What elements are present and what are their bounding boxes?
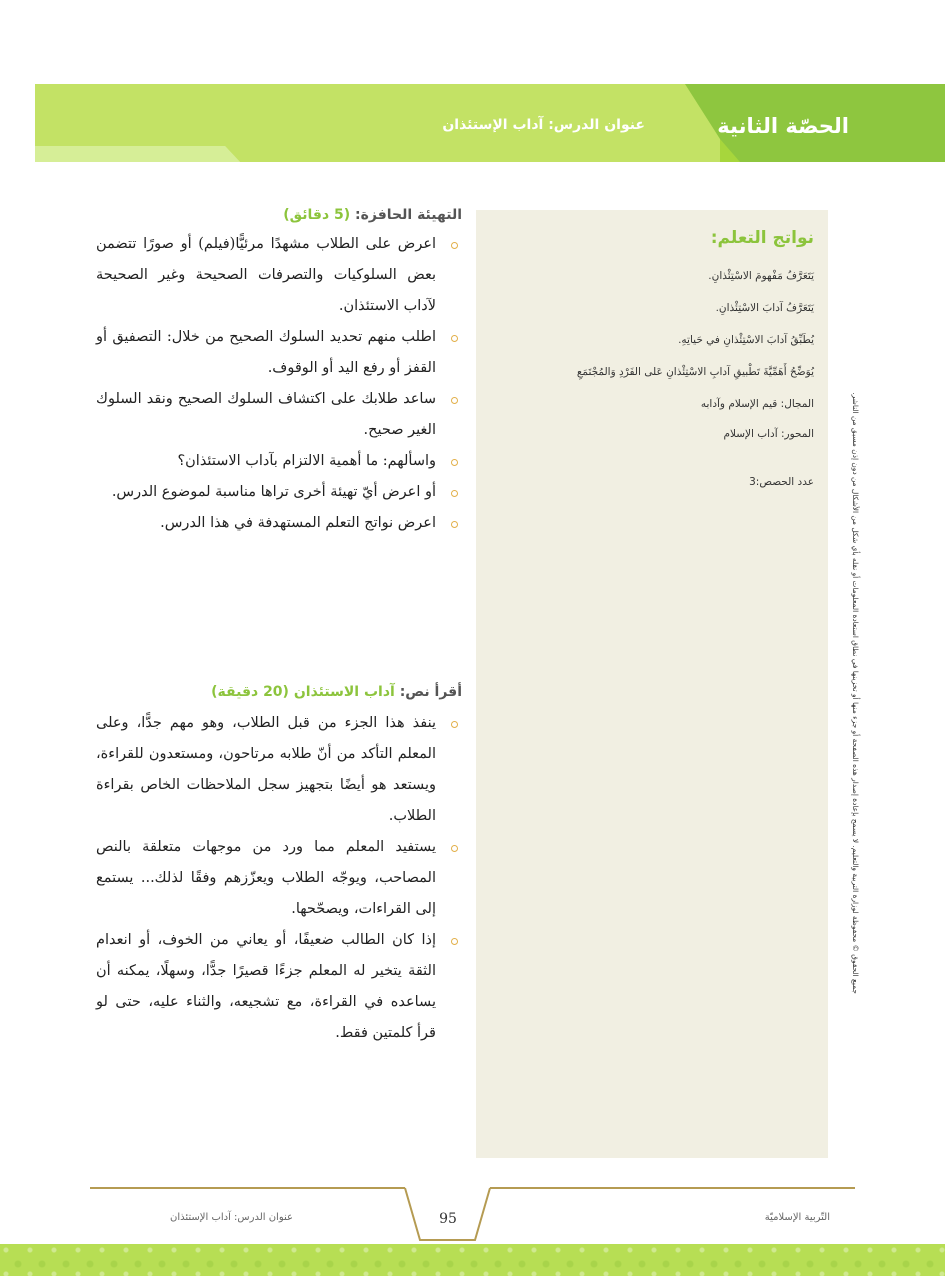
bullet-icon: [451, 490, 458, 497]
list-item: اعرض نواتج التعلم المستهدفة في هذا الدرس.: [96, 508, 462, 539]
bullet-icon: [451, 845, 458, 852]
warmup-title: [96, 207, 462, 223]
outcome-item: يَتَعَرَّفُ آدابَ الاسْتِئْذانِ.: [715, 302, 814, 314]
footer-pattern: [0, 1244, 945, 1276]
bullet-icon: [451, 938, 458, 945]
reading-section: [96, 684, 462, 1049]
lesson-title: عنوان الدرس: آداب الإستئذان: [442, 117, 645, 133]
footer-subject: التّربية الإسلاميّة: [764, 1212, 830, 1223]
bullet-icon: [451, 335, 458, 342]
axis-label: المحور: آداب الإسلام: [723, 428, 814, 440]
reading-title: [96, 684, 462, 700]
outcome-item: يُطَبِّقُ آدابَ الاسْتِئْذانِ في حَياتِهِ.: [678, 334, 814, 346]
list-item: إذا كان الطالب ضعيفًا، أو يعاني من الخوف، أو انعدام الثقة يتخير له المعلم جزءًا قصيرًا جدًّا، وسهلًا، يمكنه أن يساعده في القراءة، مع تشجيعه، والثناء عليه، حتى لو قرأ كلمتين فقط.: [96, 925, 462, 1049]
warmup-section: [96, 207, 462, 539]
bullet-icon: [451, 459, 458, 466]
footer-lesson: عنوان الدرس: آداب الإستئذان: [170, 1212, 293, 1223]
sessions-count: عدد الحصص:3: [749, 476, 814, 488]
reading-list: [96, 708, 462, 1049]
list-item: اطلب منهم تحديد السلوك الصحيح من خلال: التصفيق أو القفز أو رفع اليد أو الوقوف.: [96, 322, 462, 384]
reading-title-rest: آداب الاستئذان (20 دقيقة): [211, 684, 395, 700]
domain-label: المجال: قيم الإسلام وآدابه: [700, 398, 814, 410]
list-item: أو اعرض أيّ تهيئة أخرى تراها مناسبة لموضوع الدرس.: [96, 477, 462, 508]
outcome-item: يُوَضِّحُ أَهَمِّيَّةَ تَطْبيقِ آدابِ الاسْتِئْذانِ عَلى الفَرْدِ وَالمُجْتَمَعِ: [576, 366, 814, 378]
bullet-icon: [451, 242, 458, 249]
session-title: الحصّة الثانية: [717, 114, 849, 138]
reading-title-main: أقرأ نص:: [399, 684, 462, 700]
warmup-title-main: التهيئة الحافزة:: [355, 207, 462, 223]
list-item: واسألهم: ما أهمية الالتزام بآداب الاستئذان؟: [96, 446, 462, 477]
outcome-item: يَتَعَرَّفُ مَفْهومَ الاسْتِئْذانِ.: [708, 270, 814, 282]
copyright-note: جميع الحقوق © محفوظة لوزارة التربية والتعليم. لا يسمح بإعادة إصدار هذه الصفحة أو جزء منها أو تخزينها في نطاق استعادة المعلومات أو نقله بأي شكل من الأشكال من دون إذن مسبق من الناشر.: [851, 392, 860, 994]
bullet-icon: [451, 397, 458, 404]
page-number: 95: [439, 1211, 457, 1227]
outcomes-title: نواتج التعلم:: [710, 228, 814, 248]
list-item: اعرض على الطلاب مشهدًا مرئيًّا(فيلم) أو صورًا تتضمن بعض السلوكيات والتصرفات الصحيحة وغير الصحيحة لآداب الاستئذان.: [96, 229, 462, 322]
warmup-list: [96, 229, 462, 539]
bullet-icon: [451, 721, 458, 728]
list-item: يستفيد المعلم مما ورد من موجهات متعلقة بالنص المصاحب، ويوجّه الطلاب ويعزّزهم وفقًا لذلك... يستمع إلى القراءات، ويصحّحها.: [96, 832, 462, 925]
side-note-wrap: [840, 294, 864, 994]
learning-outcomes-panel: [476, 210, 828, 1158]
list-item: ساعد طلابك على اكتشاف السلوك الصحيح ونقد السلوك الغير صحيح.: [96, 384, 462, 446]
list-item: ينفذ هذا الجزء من قبل الطلاب، وهو مهم جدًّا، وعلى المعلم التأكد من أنّ طلابه مرتاحون، ومستعدون للقراءة، ويستعد هو أيضًا بتجهيز سجل الملاحظات الخاص بقراءة الطلاب.: [96, 708, 462, 832]
bullet-icon: [451, 521, 458, 528]
warmup-title-time: (5 دقائق): [283, 207, 351, 223]
